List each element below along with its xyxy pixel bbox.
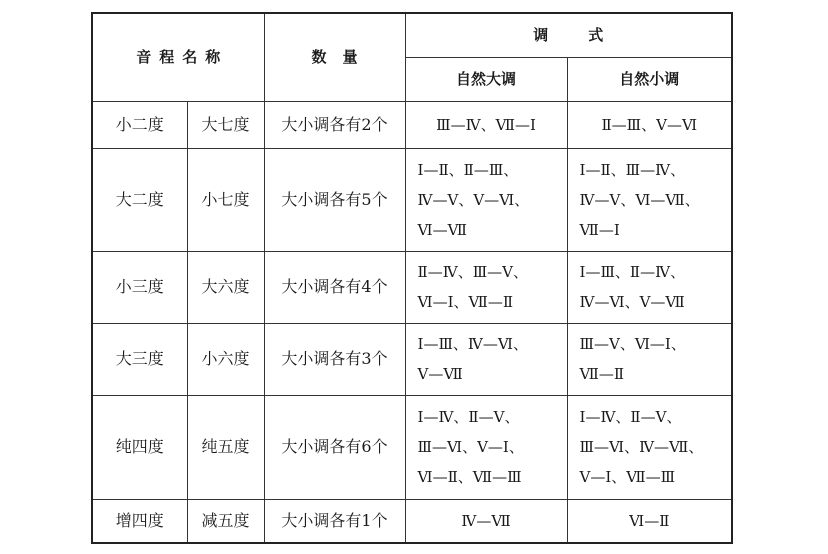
major-line: Ⅵ—Ⅱ、Ⅶ—Ⅲ — [417, 468, 522, 486]
minor-cell — [567, 395, 732, 499]
interval-a-cell: 大二度 — [92, 148, 187, 251]
minor-line: Ⅲ—Ⅴ、Ⅵ—Ⅰ、 — [579, 335, 686, 353]
table-row — [92, 101, 732, 148]
major-line: Ⅰ—Ⅲ、Ⅳ—Ⅵ、 — [417, 335, 528, 353]
interval-a-cell: 纯四度 — [92, 395, 187, 499]
interval-b-cell: 小七度 — [187, 148, 264, 251]
table-row — [92, 499, 732, 543]
major-cell — [405, 148, 567, 251]
major-cell — [405, 251, 567, 323]
interval-b-cell: 大六度 — [187, 251, 264, 323]
minor-line: Ⅶ—Ⅰ — [579, 220, 620, 239]
major-line: Ⅳ—Ⅴ、Ⅴ—Ⅵ、 — [417, 190, 530, 209]
minor-cell — [567, 101, 732, 148]
interval-b-cell: 纯五度 — [187, 395, 264, 499]
minor-cell — [567, 499, 732, 543]
interval-a-cell: 小二度 — [92, 101, 187, 148]
major-cell — [405, 323, 567, 395]
major-cell — [405, 101, 567, 148]
minor-line: Ⅰ—Ⅱ、Ⅲ—Ⅳ、 — [579, 160, 686, 179]
count-cell: 大小调各有2个 — [264, 101, 405, 148]
major-line: Ⅱ—Ⅳ、Ⅲ—Ⅴ、 — [417, 263, 528, 281]
major-line: Ⅲ—Ⅵ、Ⅴ—Ⅰ、 — [417, 438, 524, 456]
interval-name-header: 音程名称 — [92, 13, 264, 101]
minor-line: Ⅴ—Ⅰ、Ⅶ—Ⅲ — [579, 468, 676, 486]
quantity-header: 数量 — [264, 13, 405, 101]
count-cell: 大小调各有6个 — [264, 395, 405, 499]
interval-table — [91, 12, 733, 544]
count-cell: 大小调各有5个 — [264, 148, 405, 251]
interval-a-cell: 大三度 — [92, 323, 187, 395]
count-cell: 大小调各有4个 — [264, 251, 405, 323]
minor-line: Ⅰ—Ⅲ、Ⅱ—Ⅳ、 — [579, 263, 686, 281]
minor-cell — [567, 323, 732, 395]
table-row — [92, 251, 732, 323]
table-row — [92, 148, 732, 251]
mode-header: 调式 — [405, 13, 732, 57]
minor-line: Ⅵ—Ⅱ — [629, 511, 670, 530]
header-row-top — [92, 13, 732, 57]
major-line: Ⅵ—Ⅶ — [417, 220, 467, 239]
natural-minor-header: 自然小调 — [567, 57, 732, 101]
count-cell: 大小调各有3个 — [264, 323, 405, 395]
count-cell: 大小调各有1个 — [264, 499, 405, 543]
minor-line: Ⅱ—Ⅲ、Ⅴ—Ⅵ — [601, 115, 698, 134]
minor-cell — [567, 251, 732, 323]
minor-line: Ⅰ—Ⅳ、Ⅱ—Ⅴ、 — [579, 408, 682, 426]
minor-cell — [567, 148, 732, 251]
major-line: Ⅰ—Ⅳ、Ⅱ—Ⅴ、 — [417, 408, 520, 426]
interval-b-cell: 小六度 — [187, 323, 264, 395]
major-cell — [405, 395, 567, 499]
major-line: Ⅳ—Ⅶ — [461, 511, 511, 530]
major-cell — [405, 499, 567, 543]
interval-b-cell: 大七度 — [187, 101, 264, 148]
minor-line: Ⅶ—Ⅱ — [579, 365, 625, 383]
major-line: Ⅴ—Ⅶ — [417, 365, 463, 383]
interval-a-cell: 增四度 — [92, 499, 187, 543]
minor-line: Ⅳ—Ⅴ、Ⅵ—Ⅶ、 — [579, 190, 700, 209]
major-line: Ⅰ—Ⅱ、Ⅱ—Ⅲ、 — [417, 160, 519, 179]
interval-a-cell: 小三度 — [92, 251, 187, 323]
minor-line: Ⅲ—Ⅵ、Ⅳ—Ⅶ、 — [579, 438, 704, 456]
major-line: Ⅲ—Ⅳ、Ⅶ—Ⅰ — [436, 115, 536, 134]
natural-major-header: 自然大调 — [405, 57, 567, 101]
major-line: Ⅵ—Ⅰ、Ⅶ—Ⅱ — [417, 293, 514, 311]
interval-b-cell: 减五度 — [187, 499, 264, 543]
table-row — [92, 323, 732, 395]
table-row — [92, 395, 732, 499]
minor-line: Ⅳ—Ⅵ、Ⅴ—Ⅶ — [579, 293, 685, 311]
